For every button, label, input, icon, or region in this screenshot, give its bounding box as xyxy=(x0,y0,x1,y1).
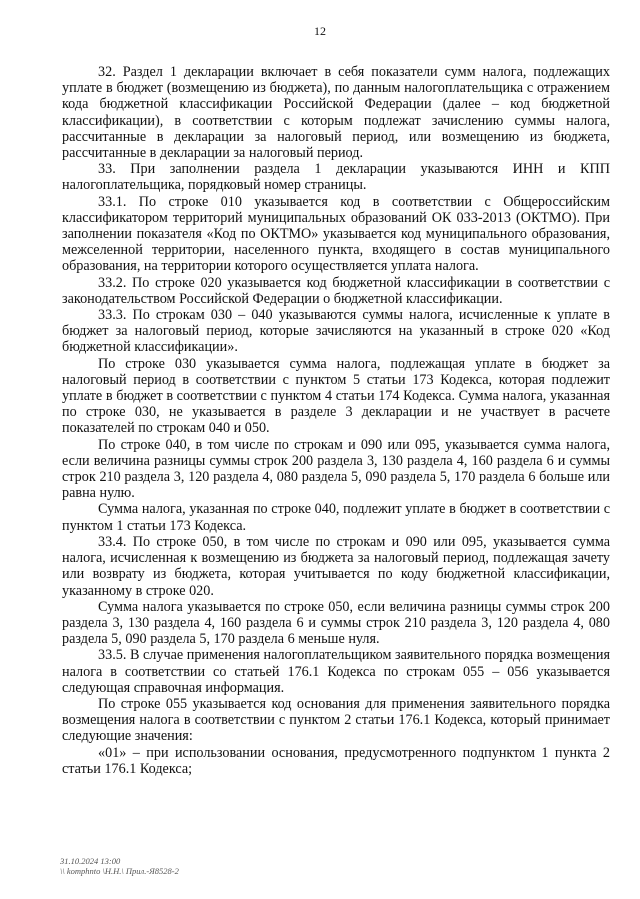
paragraph-code-01: «01» – при использовании основания, предусмотренного подпунктом 1 пункта 2 статьи 176.1 Кодекса; xyxy=(62,744,610,777)
paragraph-line-050: Сумма налога указывается по строке 050, если величина разницы суммы строк 200 раздела 3, 130 раздела 4, 160 раздела 6 и суммы строк 210 раздела 3, 120 раздела 4, 080 раздела 5, 090 раздела 5, 170 раздела 6 меньше нуля. xyxy=(62,598,610,648)
paragraph-line-055: По строке 055 указывается код основания для применения заявительного порядка возмещения налога в соответствии с пунктом 2 статьи 176.1 Кодекса, который принимает следующие значения: xyxy=(62,695,610,745)
paragraph-33: 33. При заполнении раздела 1 декларации указываются ИНН и КПП налогоплательщика, порядковый номер страницы. xyxy=(62,161,610,194)
footer-file-path: \\ komphnto \Н.Н.\ Прил.-Я8528-2 xyxy=(60,866,179,876)
paragraph-33-4: 33.4. По строке 050, в том числе по строкам и 090 или 095, указывается сумма налога, исчисленная к возмещению из бюджета за налоговый период, подлежащая зачету или возврату из бюджета, которая учитывается по коду бюджетной классификации, указанному в строке 020. xyxy=(62,533,610,599)
paragraph-33-3: 33.3. По строкам 030 – 040 указываются суммы налога, исчисленные к уплате в бюджет за налоговый период, которые зачисляются на указанный в строке 020 «Код бюджетной классификации». xyxy=(62,307,610,356)
paragraph-line-040-payment: Сумма налога, указанная по строке 040, подлежит уплате в бюджет в соответствии с пунктом 1 статьи 173 Кодекса. xyxy=(62,501,610,534)
paragraph-33-5: 33.5. В случае применения налогоплательщиком заявительного порядка возмещения налога в соответствии со статьей 176.1 Кодекса по строкам 055 – 056 указывается следующая справочная информация. xyxy=(62,647,610,696)
page-number: 12 xyxy=(314,24,326,38)
print-footer xyxy=(60,856,179,876)
paragraph-line-040: По строке 040, в том числе по строкам и 090 или 095, указывается сумма налога, если величина разницы суммы строк 200 раздела 3, 130 раздела 4, 160 раздела 6 и суммы строк 210 раздела 3, 120 раздела 4, 080 раздела 5, 090 раздела 5, 170 раздела 6 больше или равна нулю. xyxy=(62,436,610,502)
paragraph-33-2: 33.2. По строке 020 указывается код бюджетной классификации в соответствии с законодательством Российской Федерации о бюджетной классификации. xyxy=(62,274,610,307)
document-body xyxy=(62,64,610,777)
footer-timestamp: 31.10.2024 13:00 xyxy=(60,856,121,866)
paragraph-32: 32. Раздел 1 декларации включает в себя показатели сумм налога, подлежащих уплате в бюджет (возмещению из бюджета), по данным налогоплательщика с отражением кода бюджетной классификации Российской Федерации (далее – код бюджетной классификации), в соответствии с которым подлежат зачислению суммы налога, рассчитанные в декларации за налоговый период, или возмещению из бюджета, рассчитанные в декларации за налоговый период. xyxy=(62,64,610,162)
paragraph-33-1: 33.1. По строке 010 указывается код в соответствии с Общероссийским классификатором территорий муниципальных образований ОК 033-2013 (ОКТМО). При заполнении показателя «Код по ОКТМО» указывается код муниципального образования, межселенной территории, населенного пункта, входящего в состав муниципального образования, на территории которого осуществляется уплата налога. xyxy=(62,193,610,275)
paragraph-line-030: По строке 030 указывается сумма налога, подлежащая уплате в бюджет за налоговый период в соответствии с пунктом 5 статьи 173 Кодекса, которая подлежит уплате в бюджет в соответствии с пунктом 4 статьи 174 Кодекса. Сумма налога, указанная по строке 030, не указывается в разделе 3 декларации и не участвует в расчете показателей по строкам 040 и 050. xyxy=(62,355,610,437)
